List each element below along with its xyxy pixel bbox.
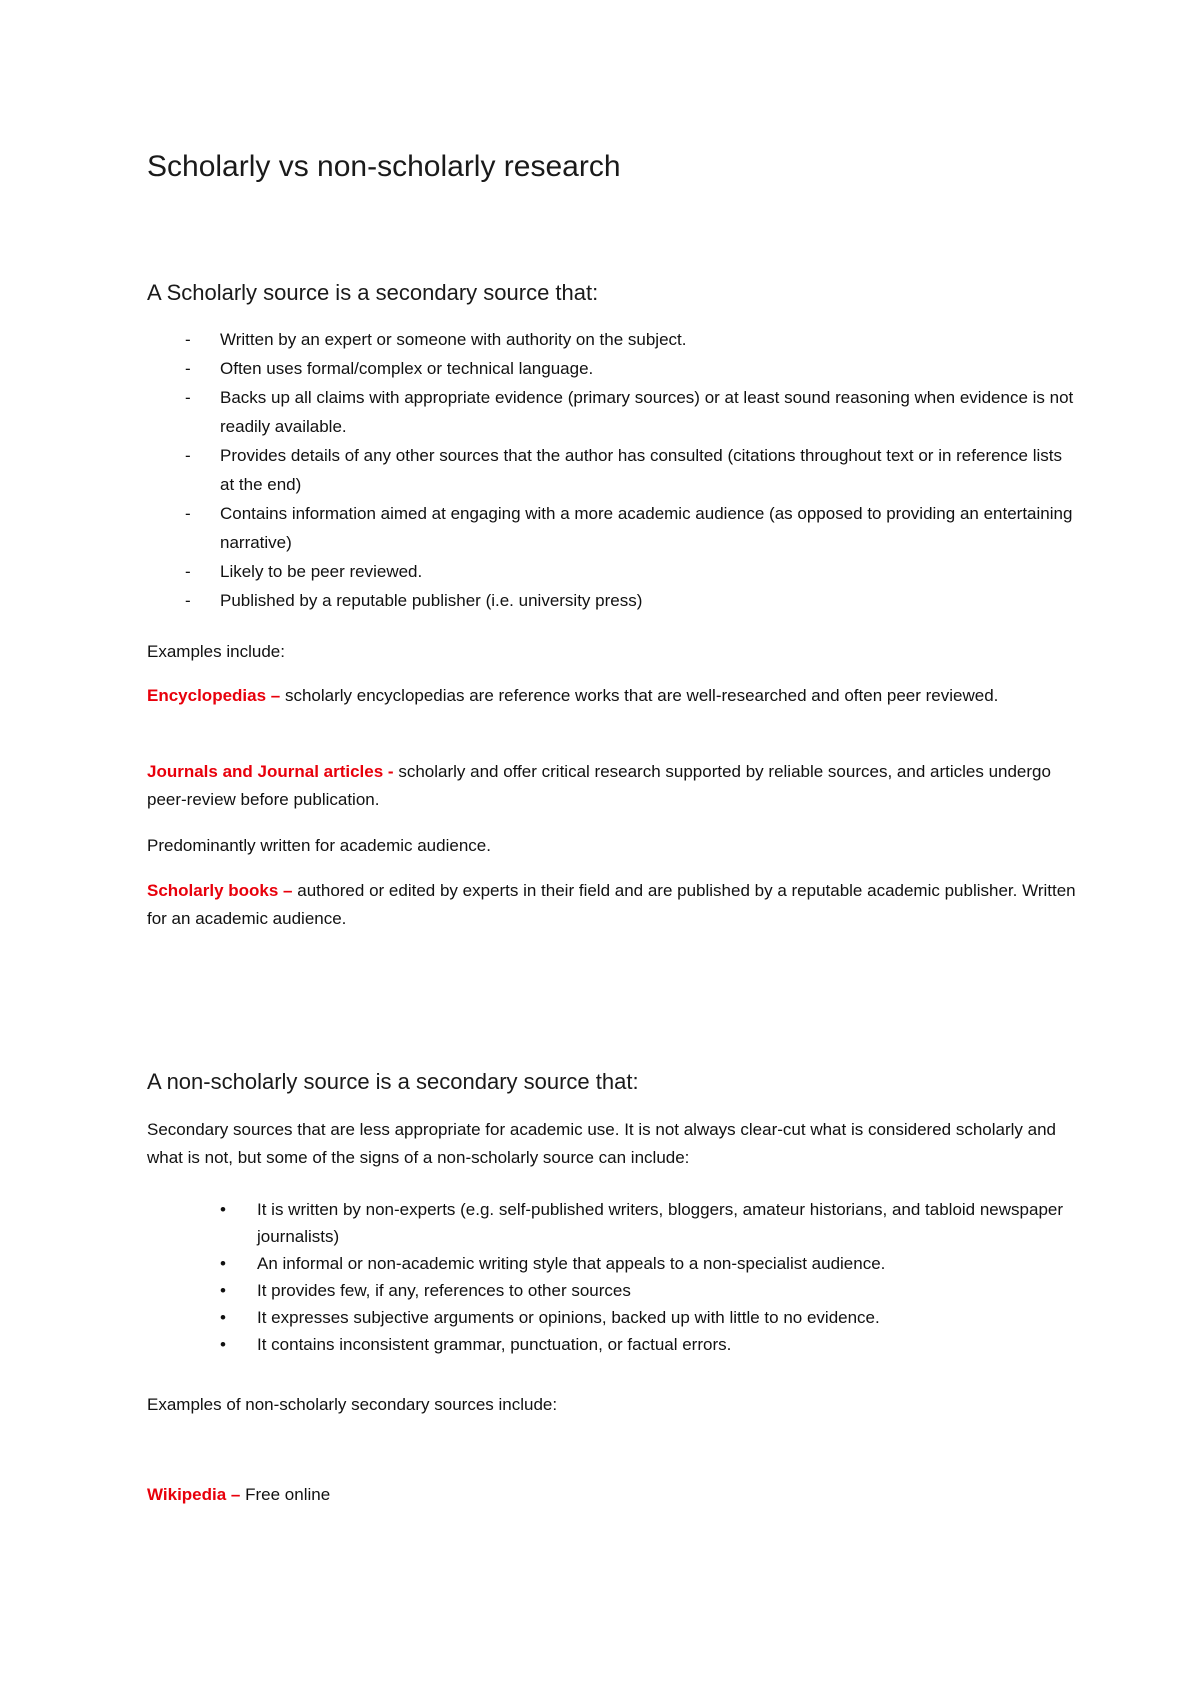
scholarly-heading: A Scholarly source is a secondary source that: xyxy=(147,280,599,305)
list-item: • It contains inconsistent grammar, punctuation, or factual errors. xyxy=(147,1331,1077,1358)
list-item: - Backs up all claims with appropriate evidence (primary sources) or at least sound reasoning when evidence is not readily available. xyxy=(147,383,1077,441)
non-scholarly-intro: Secondary sources that are less appropriate for academic use. It is not always clear-cut what is considered scholarly and what is not, but some of the signs of a non-scholarly source can include: xyxy=(147,1120,1057,1167)
example-scholarly-books xyxy=(147,877,1077,933)
example-encyclopedias xyxy=(147,682,1077,710)
page-title: Scholarly vs non-scholarly research xyxy=(147,150,621,183)
audience-note: Predominantly written for academic audience. xyxy=(147,836,491,855)
list-item: - Likely to be peer reviewed. xyxy=(147,557,1077,586)
scholarly-examples-label: Examples include: xyxy=(147,642,285,661)
scholarly-criteria-list xyxy=(147,325,1077,615)
example-journals xyxy=(147,758,1077,814)
non-scholarly-heading: A non-scholarly source is a secondary source that: xyxy=(147,1069,639,1094)
example-term: Wikipedia – xyxy=(147,1485,246,1504)
non-scholarly-signs-list xyxy=(147,1196,1077,1358)
example-term: Scholarly books – xyxy=(147,881,298,900)
example-definition: scholarly encyclopedias are reference works that are well-researched and often peer reviewed. xyxy=(284,686,999,705)
example-definition: authored or edited by experts in their field and are published by a reputable academic publisher. Written for an academic audience. xyxy=(147,881,1076,928)
example-wikipedia xyxy=(147,1481,1077,1509)
list-item: • It is written by non-experts (e.g. self-published writers, bloggers, amateur historians, and tabloid newspaper journalists) xyxy=(147,1196,1077,1250)
list-item: - Provides details of any other sources that the author has consulted (citations throughout text or in reference lists at the end) xyxy=(147,441,1077,499)
non-scholarly-examples-label: Examples of non-scholarly secondary sources include: xyxy=(147,1395,558,1414)
list-item: • An informal or non-academic writing style that appeals to a non-specialist audience. xyxy=(147,1250,1077,1277)
list-item: • It provides few, if any, references to other sources xyxy=(147,1277,1077,1304)
example-term: Encyclopedias – xyxy=(147,686,285,705)
example-definition: scholarly and offer critical research supported by reliable sources, and articles undergo peer-review before publication. xyxy=(147,762,1051,809)
list-item: - Contains information aimed at engaging with a more academic audience (as opposed to providing an entertaining narrative) xyxy=(147,499,1077,557)
example-term: Journals and Journal articles - xyxy=(147,762,399,781)
list-item: - Often uses formal/complex or technical language. xyxy=(147,354,1077,383)
list-item: - Published by a reputable publisher (i.e. university press) xyxy=(147,586,1077,615)
list-item: • It expresses subjective arguments or opinions, backed up with little to no evidence. xyxy=(147,1304,1077,1331)
example-definition: Free online xyxy=(245,1485,331,1504)
list-item: - Written by an expert or someone with authority on the subject. xyxy=(147,325,1077,354)
